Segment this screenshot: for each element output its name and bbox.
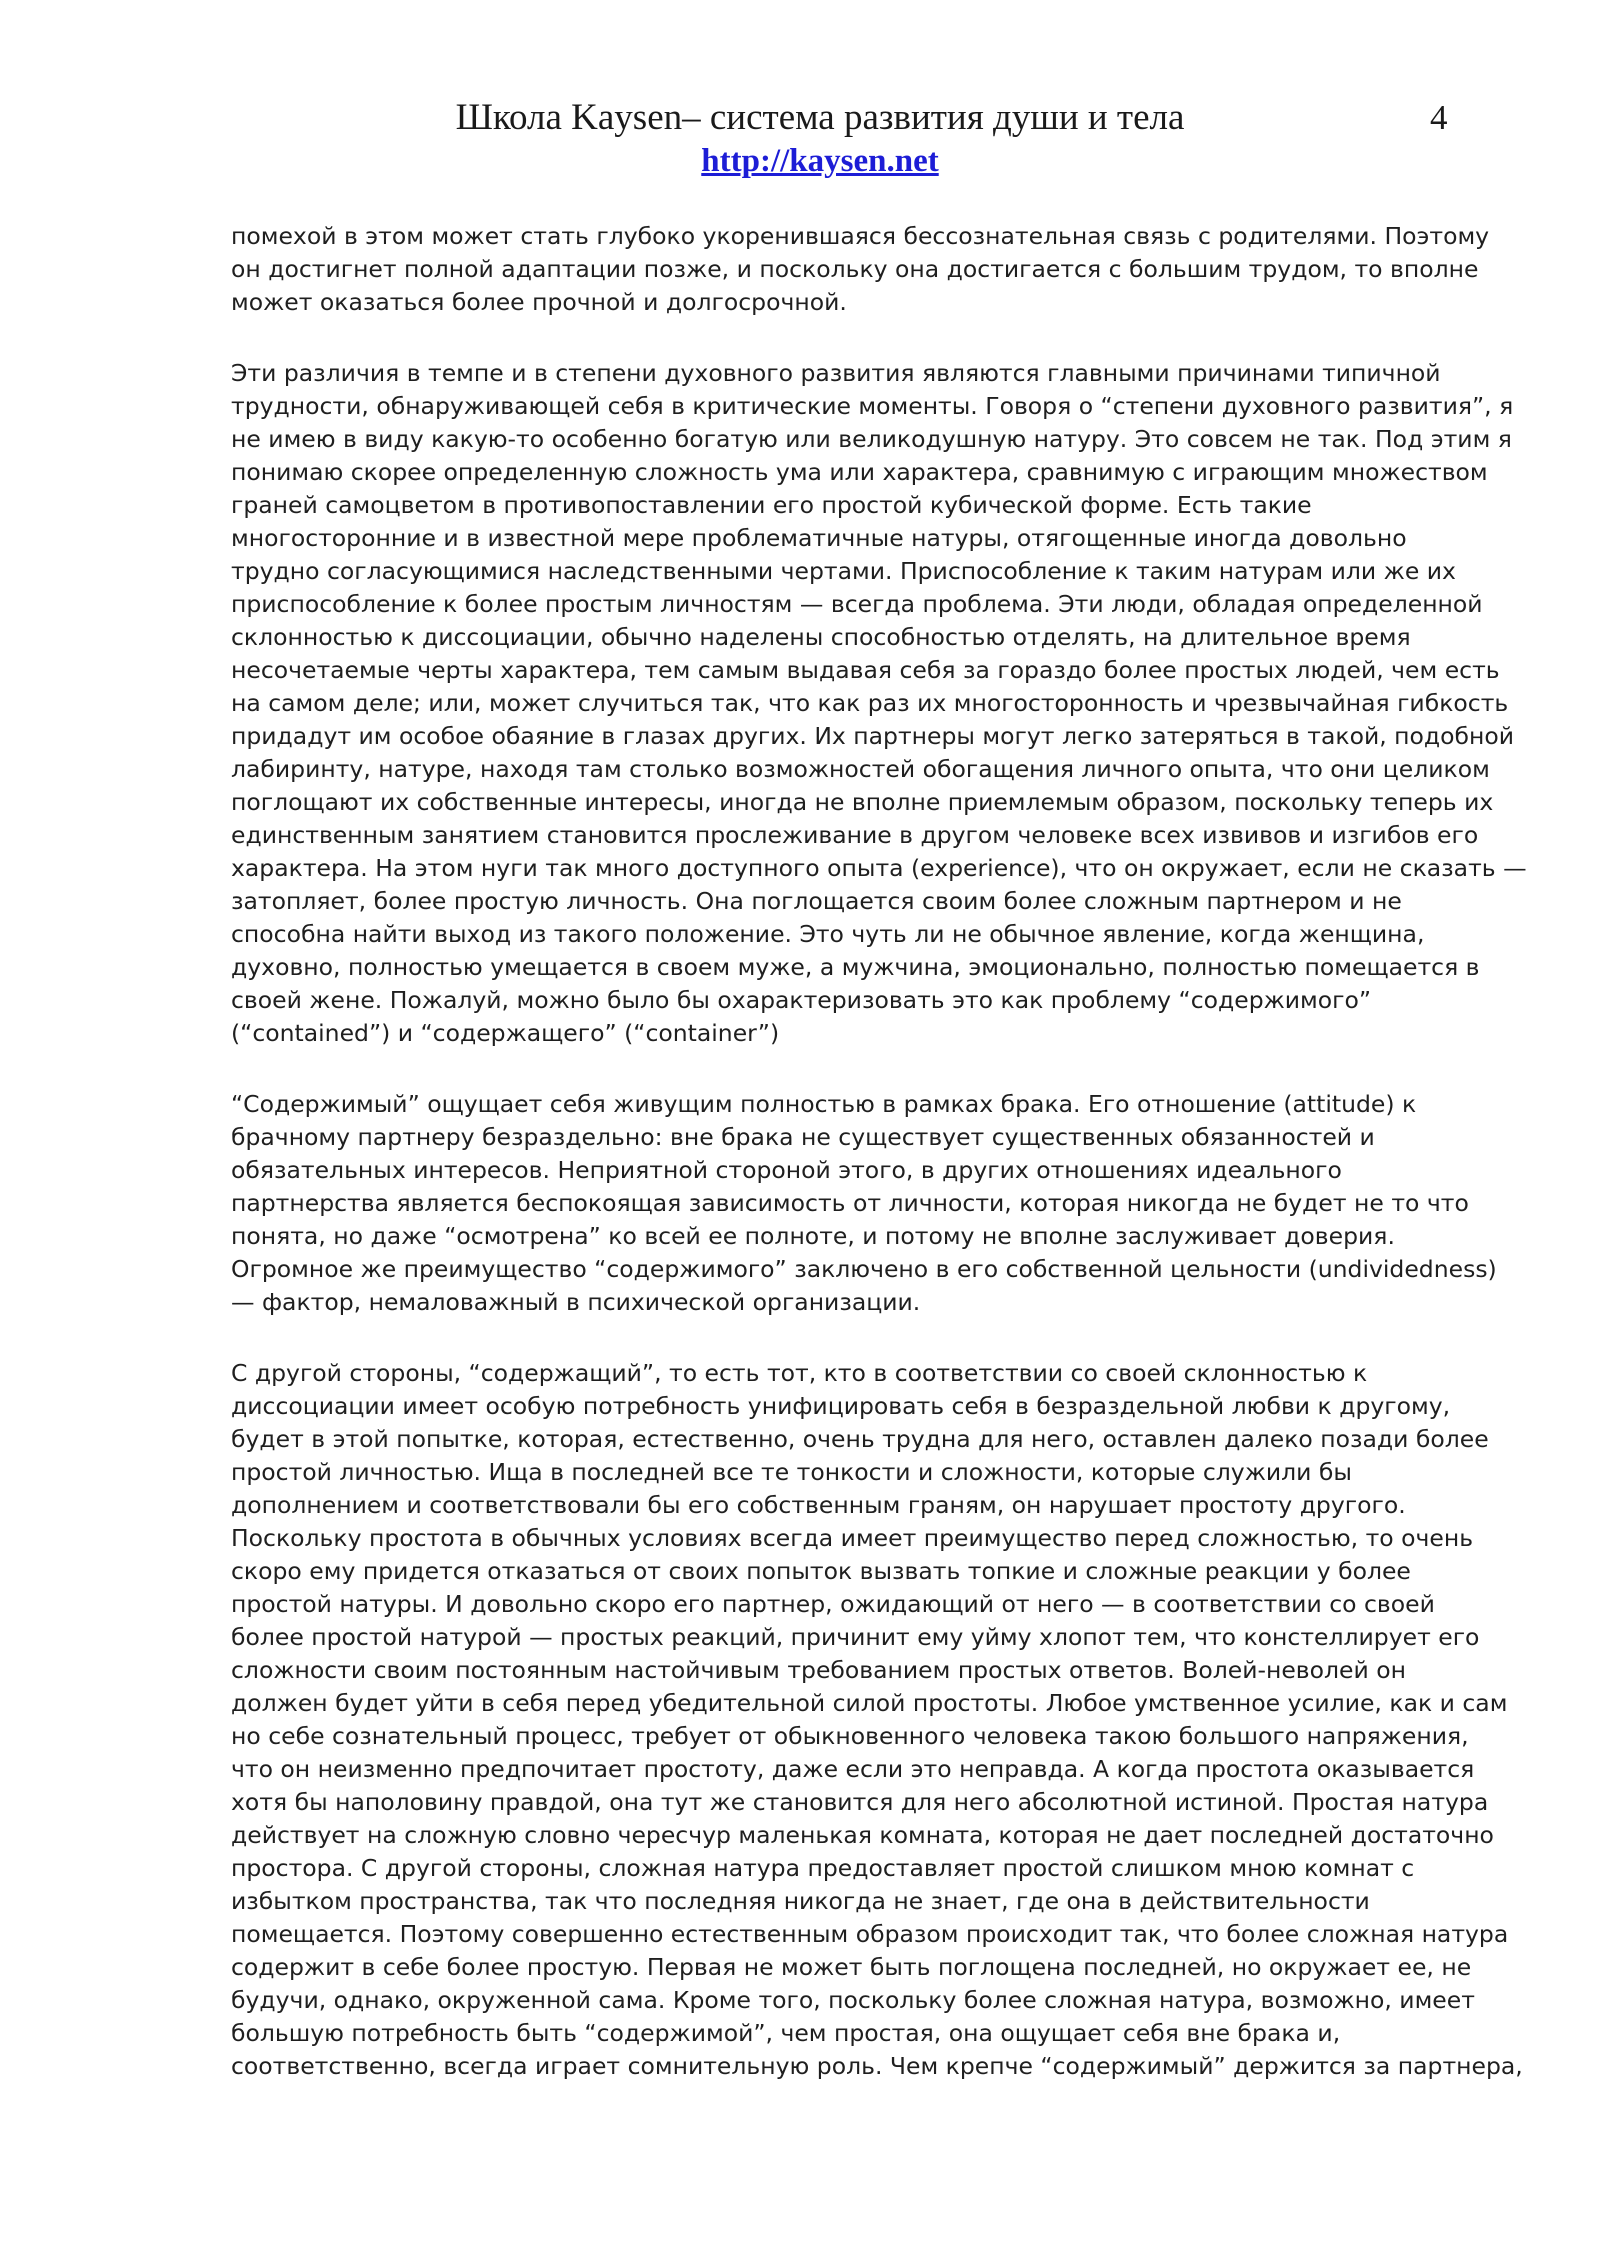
text-line: простора. С другой стороны, сложная натура предоставляет простой слишком мною комнат с <box>231 1854 1415 1882</box>
text-line: Эти различия в темпе и в степени духовного развития являются главными причинами типичной <box>231 359 1441 387</box>
text-line: единственным занятием становится прослеживание в другом человеке всех извивов и изгибов его <box>231 821 1479 849</box>
text-line: Поскольку простота в обычных условиях всегда имеет преимущество перед сложностью, то очень <box>231 1524 1474 1552</box>
text-line: затопляет, более простую личность. Она поглощается своим более сложным партнером и не <box>231 887 1402 915</box>
text-line: поглощают их собственные интересы, иногда не вполне приемлемым образом, поскольку теперь их <box>231 788 1494 816</box>
paragraph <box>231 1088 1497 1319</box>
document-header-title: Школа Kaysen– система развития души и тела <box>455 97 1185 138</box>
text-line: понята, но даже “осмотрена” ко всей ее полноте, и потому не вполне заслуживает доверия. <box>231 1222 1395 1250</box>
text-line: соответственно, всегда играет сомнительную роль. Чем крепче “содержимый” держится за партнера, <box>231 2052 1523 2080</box>
text-line: простой натуры. И довольно скоро его партнер, ожидающий от него — в соответствии со своей <box>231 1590 1435 1618</box>
page-number: 4 <box>1430 98 1448 137</box>
text-line: большую потребность быть “содержимой”, чем простая, она ощущает себя вне брака и, <box>231 2019 1341 2047</box>
text-line: трудно согласующимися наследственными чертами. Приспособление к таким натурам или же их <box>231 557 1456 585</box>
text-line: придадут им особое обаяние в глазах других. Их партнеры могут легко затеряться в такой, подобной <box>231 722 1515 750</box>
text-line: склонностью к диссоциации, обычно наделены способностью отделять, на длительное время <box>231 623 1411 651</box>
text-line: помехой в этом может стать глубоко укоренившаяся бессознательная связь с родителями. Поэтому <box>231 222 1490 250</box>
text-line: “Содержимый” ощущает себя живущим полностью в рамках брака. Его отношение (attitude) к <box>231 1090 1417 1118</box>
text-line: может оказаться более прочной и долгосрочной. <box>231 288 847 316</box>
paragraph <box>231 220 1490 319</box>
text-line: обязательных интересов. Неприятной стороной этого, в других отношениях идеального <box>231 1156 1342 1184</box>
text-line: партнерства является беспокоящая зависимость от личности, которая никогда не будет не то что <box>231 1189 1469 1217</box>
text-line: он достигнет полной адаптации позже, и поскольку она достигается с большим трудом, то вполне <box>231 255 1479 283</box>
text-line: что он неизменно предпочитает простоту, даже если это неправда. А когда простота оказывается <box>231 1755 1475 1783</box>
body-text <box>231 220 1527 2121</box>
text-line: должен будет уйти в себя перед убедительной силой простоты. Любое умственное усилие, как и сам <box>231 1689 1508 1717</box>
text-line: Огромное же преимущество “содержимого” заключено в его собственной цельности (undividedness) <box>231 1255 1497 1283</box>
text-line: скоро ему придется отказаться от своих попыток вызвать топкие и сложные реакции у более <box>231 1557 1411 1585</box>
text-line: — фактор, немаловажный в психической организации. <box>231 1288 921 1316</box>
text-line: дополнением и соответствовали бы его собственным граням, он нарушает простоту другого. <box>231 1491 1406 1519</box>
text-line: содержит в себе более простую. Первая не может быть поглощена последней, но окружает ее, не <box>231 1953 1472 1981</box>
text-line: брачному партнеру безраздельно: вне брака не существует существенных обязанностей и <box>231 1123 1375 1151</box>
text-line: но себе сознательный процесс, требует от обыкновенного человека такою большого напряжения, <box>231 1722 1469 1750</box>
text-line: приспособление к более простым личностям — всегда проблема. Эти люди, обладая определенной <box>231 590 1483 618</box>
text-line: духовно, полностью умещается в своем муже, а мужчина, эмоционально, полностью помещается в <box>231 953 1480 981</box>
text-line: характера. На этом нуги так много доступного опыта (experience), что он окружает, если не сказать — <box>231 854 1527 882</box>
text-line: простой личностью. Ища в последней все те тонкости и сложности, которые служили бы <box>231 1458 1352 1486</box>
text-line: будучи, однако, окруженной сама. Кроме того, поскольку более сложная натура, возможно, имеет <box>231 1986 1475 2014</box>
text-line: трудности, обнаруживающей себя в критические моменты. Говоря о “степени духовного развития”, я <box>231 392 1514 420</box>
paragraph <box>231 357 1527 1050</box>
text-line: (“contained”) и “содержащего” (“container”) <box>231 1019 780 1047</box>
text-line: диссоциации имеет особую потребность унифицировать себя в безраздельной любви к другому, <box>231 1392 1451 1420</box>
text-line: понимаю скорее определенную сложность ума или характера, сравнимую с играющим множеством <box>231 458 1488 486</box>
text-line: способна найти выход из такого положение. Это чуть ли не обычное явление, когда женщина, <box>231 920 1425 948</box>
text-line: избытком пространства, так что последняя никогда не знает, где она в действительности <box>231 1887 1370 1915</box>
text-line: более простой натурой — простых реакций, причинит ему уйму хлопот тем, что констеллирует его <box>231 1623 1480 1651</box>
text-line: хотя бы наполовину правдой, она тут же становится для него абсолютной истиной. Простая натура <box>231 1788 1489 1816</box>
text-line: несочетаемые черты характера, тем самым выдавая себя за гораздо более простых людей, чем есть <box>231 656 1500 684</box>
text-line: помещается. Поэтому совершенно естественным образом происходит так, что более сложная натура <box>231 1920 1509 1948</box>
text-line: сложности своим постоянным настойчивым требованием простых ответов. Волей-неволей он <box>231 1656 1406 1684</box>
paragraph <box>231 1357 1523 2083</box>
text-line: своей жене. Пожалуй, можно было бы охарактеризовать это как проблему “содержимого” <box>231 986 1372 1014</box>
text-line: С другой стороны, “содержащий”, то есть тот, кто в соответствии со своей склонностью к <box>231 1359 1368 1387</box>
text-line: многосторонние и в известной мере проблематичные натуры, отягощенные иногда довольно <box>231 524 1407 552</box>
text-line: действует на сложную словно чересчур маленькая комната, которая не дает последней достаточно <box>231 1821 1494 1849</box>
site-link[interactable]: http://kaysen.net <box>701 143 939 179</box>
text-line: не имею в виду какую-то особенно богатую или великодушную натуру. Это совсем не так. Под этим я <box>231 425 1512 453</box>
text-line: граней самоцветом в противопоставлении его простой кубической форме. Есть такие <box>231 491 1312 519</box>
text-line: на самом деле; или, может случиться так, что как раз их многосторонность и чрезвычайная гибкость <box>231 689 1509 717</box>
text-line: лабиринту, натуре, находя там столько возможностей обогащения личного опыта, что они целиком <box>231 755 1490 783</box>
text-line: будет в этой попытке, которая, естественно, очень трудна для него, оставлен далеко позади более <box>231 1425 1489 1453</box>
